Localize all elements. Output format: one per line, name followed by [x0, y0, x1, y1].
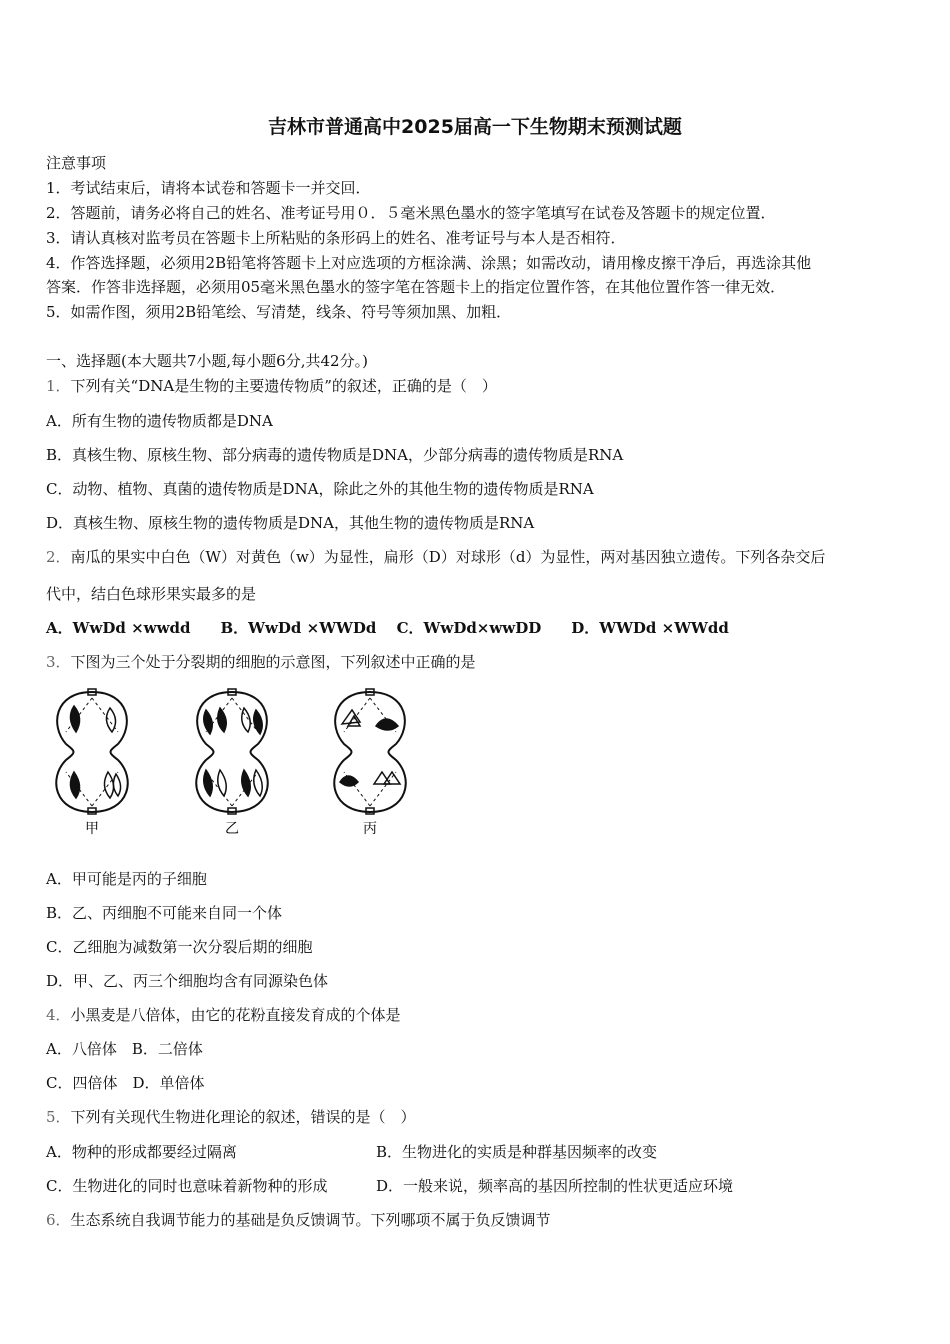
section-heading: 一、选择题(本大题共7小题,每小题6分,共42分。)	[46, 352, 368, 370]
caption-jia: 甲	[85, 821, 99, 837]
question-stem: 南瓜的果实中白色（W）对黄色（w）为显性，扁形（D）对球形（d）为显性，两对基因独立遗传。下列各杂交后	[70, 548, 826, 566]
options-row-ab: A．八倍体 B．二倍体	[46, 1040, 203, 1058]
notice-item: 1．考试结束后，请将本试卷和答题卡一并交回．	[46, 179, 371, 197]
question-stem: 下列有关现代生物进化理论的叙述，错误的是（ ）	[70, 1108, 416, 1126]
option-c: C．生物进化的同时也意味着新物种的形成	[46, 1177, 328, 1195]
notice-item: 答案．作答非选择题，必须用05毫米黑色墨水的签字笔在答题卡上的指定位置作答，在其他位置作答一律无效．	[46, 278, 786, 296]
cell-yi-diagram	[196, 692, 267, 812]
notice-heading: 注意事项	[46, 154, 107, 172]
question-number: 4．	[46, 1006, 71, 1024]
options-row: A．WwDd ×wwdd B．WwDd ×WWDd C．WwDd×wwDD D．WWDd ×WWdd	[46, 619, 729, 637]
question-2	[46, 546, 825, 567]
question-stem: 生态系统自我调节能力的基础是负反馈调节。下列哪项不属于负反馈调节	[70, 1211, 551, 1229]
option-c: C．乙细胞为减数第一次分裂后期的细胞	[46, 938, 313, 956]
option-d: D．一般来说，频率高的基因所控制的性状更适应环境	[376, 1177, 734, 1195]
question-3	[46, 651, 476, 672]
question-number: 6．	[46, 1211, 71, 1229]
question-number: 5．	[46, 1108, 71, 1126]
caption-bing: 丙	[363, 821, 377, 837]
question-4	[46, 1004, 401, 1025]
question-1	[46, 375, 497, 396]
caption-yi: 乙	[225, 821, 239, 837]
question-number: 2．	[46, 548, 71, 566]
options-row-cd: C．四倍体 D．单倍体	[46, 1074, 205, 1092]
question-number: 3．	[46, 653, 71, 671]
notice-item: 5．如需作图，须用2B铅笔绘、写清楚，线条、符号等须加黑、加粗．	[46, 303, 512, 321]
option-a: A．所有生物的遗传物质都是DNA	[46, 412, 273, 430]
cell-division-figure	[46, 686, 426, 841]
notice-item: 4．作答选择题，必须用2B铅笔将答题卡上对应选项的方框涂满、涂黑；如需改动，请用橡皮擦干净后，再选涂其他	[46, 254, 812, 272]
option-d: D．甲、乙、丙三个细胞均含有同源染色体	[46, 972, 329, 990]
question-5	[46, 1106, 416, 1127]
cell-bing-diagram	[334, 692, 405, 812]
question-stem: 下列有关“DNA是生物的主要遗传物质”的叙述，正确的是（ ）	[70, 377, 497, 395]
notice-item: 2．答题前，请务必将自己的姓名、准考证号用０．５毫米黑色墨水的签字笔填写在试卷及答题卡的规定位置．	[46, 204, 776, 222]
option-a: A．甲可能是丙的子细胞	[46, 870, 207, 888]
question-stem-continued: 代中，结白色球形果实最多的是	[46, 585, 257, 603]
question-stem: 小黑麦是八倍体，由它的花粉直接发育成的个体是	[70, 1006, 401, 1024]
option-b: B．生物进化的实质是种群基因频率的改变	[376, 1143, 658, 1161]
question-6	[46, 1209, 551, 1230]
option-c: C．动物、植物、真菌的遗传物质是DNA，除此之外的其他生物的遗传物质是RNA	[46, 480, 594, 498]
question-number: 1．	[46, 377, 71, 395]
question-stem: 下图为三个处于分裂期的细胞的示意图，下列叙述中正确的是	[70, 653, 476, 671]
option-b: B．乙、丙细胞不可能来自同一个体	[46, 904, 283, 922]
option-b: B．真核生物、原核生物、部分病毒的遗传物质是DNA，少部分病毒的遗传物质是RNA	[46, 446, 624, 464]
option-d: D．真核生物、原核生物的遗传物质是DNA，其他生物的遗传物质是RNA	[46, 514, 535, 532]
page-title: 吉林市普通高中2025届高一下生物期末预测试题	[268, 116, 682, 138]
option-a: A．物种的形成都要经过隔离	[46, 1143, 237, 1161]
notice-item: 3．请认真核对监考员在答题卡上所粘贴的条形码上的姓名、准考证号与本人是否相符．	[46, 229, 626, 247]
